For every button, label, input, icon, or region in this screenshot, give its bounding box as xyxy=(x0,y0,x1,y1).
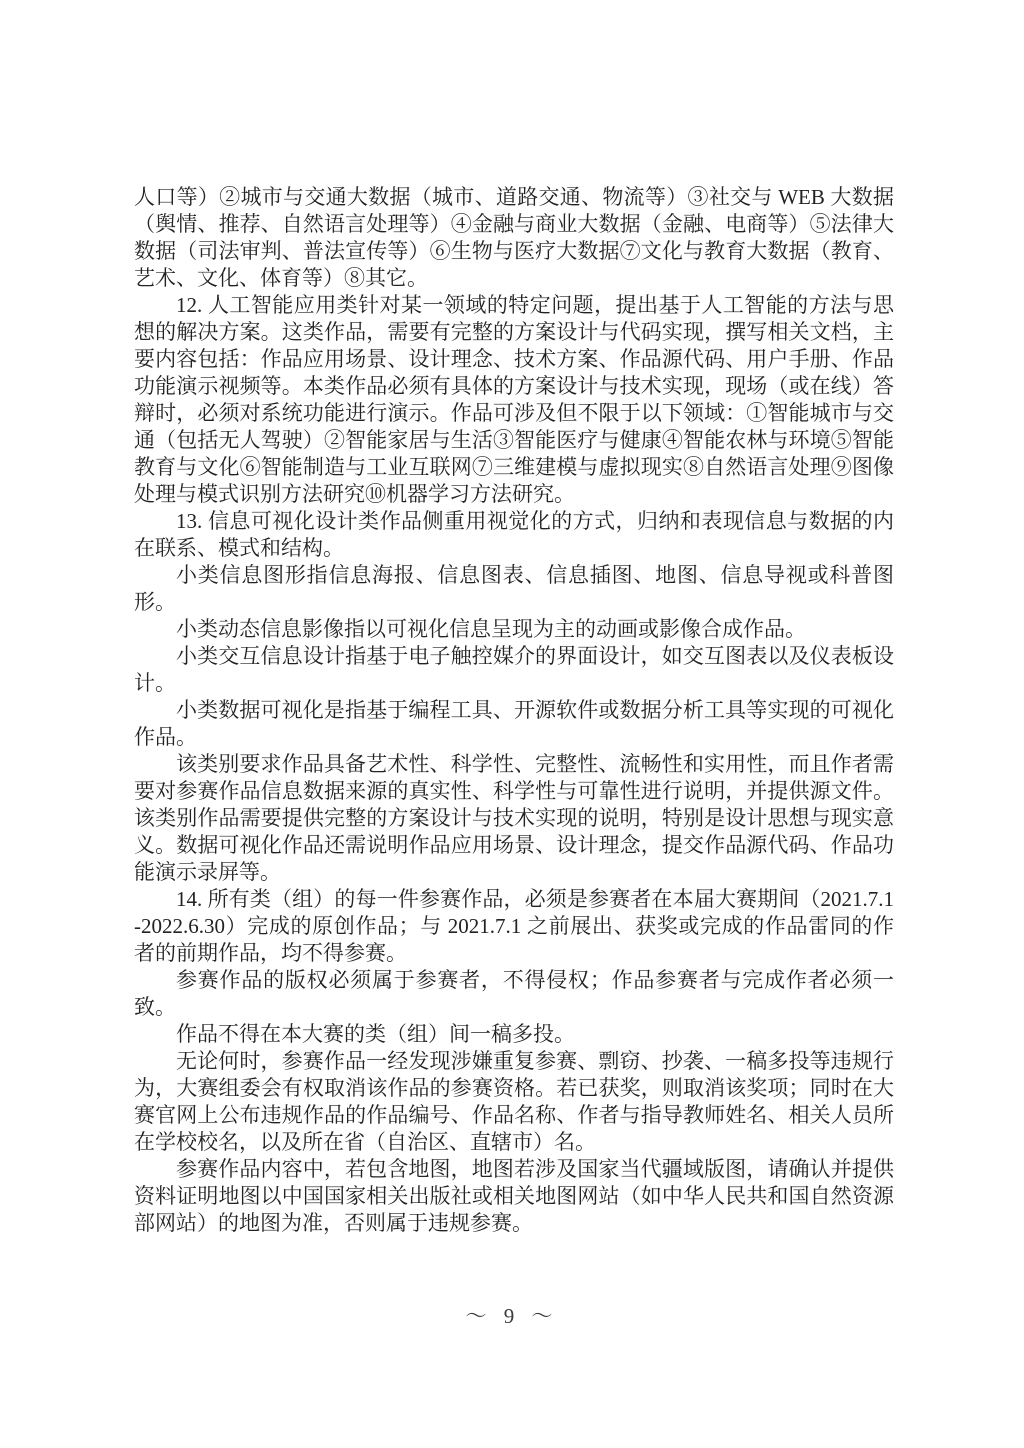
paragraph: 人口等）②城市与交通大数据（城市、道路交通、物流等）③社交与 WEB 大数据（舆情、推荐、自然语言处理等）④金融与商业大数据（金融、电商等）⑤法律大数据（司法审判、普法宣传等）⑥生物与医疗大数据⑦文化与教育大数据（教育、艺术、文化、体育等）⑧其它。 xyxy=(134,185,894,290)
paragraph: 小类动态信息影像指以可视化信息呈现为主的动画或影像合成作品。 xyxy=(176,617,806,641)
paragraph: 无论何时，参赛作品一经发现涉嫌重复参赛、剽窃、抄袭、一稿多投等违规行为，大赛组委会有权取消该作品的参赛资格。若已获奖，则取消该奖项；同时在大赛官网上公布违规作品的作品编号、作品名称、作者与指导教师姓名、相关人员所在学校校名，以及所在省（自治区、直辖市）名。 xyxy=(134,1049,894,1154)
paragraph: 14. 所有类（组）的每一件参赛作品，必须是参赛者在本届大赛期间（2021.7.1-2022.6.30）完成的原创作品；与 2021.7.1 之前展出、获奖或完成的作品雷同的作者的前期作品，均不得参赛。 xyxy=(134,887,894,965)
paragraph: 小类交互信息设计指基于电子触控媒介的界面设计，如交互图表以及仪表板设计。 xyxy=(134,644,894,695)
paragraph: 12. 人工智能应用类针对某一领域的特定问题，提出基于人工智能的方法与思想的解决方案。这类作品，需要有完整的方案设计与代码实现，撰写相关文档，主要内容包括：作品应用场景、设计理念、技术方案、作品源代码、用户手册、作品功能演示视频等。本类作品必须有具体的方案设计与技术实现，现场（或在线）答辩时，必须对系统功能进行演示。作品可涉及但不限于以下领域：①智能城市与交通（包括无人驾驶）②智能家居与生活③智能医疗与健康④智能农林与环境⑤智能教育与文化⑥智能制造与工业互联网⑦三维建模与虚拟现实⑧自然语言处理⑨图像处理与模式识别方法研究⑩机器学习方法研究。 xyxy=(134,293,894,506)
page-number: ～ 9 ～ xyxy=(465,1304,559,1328)
paragraph: 参赛作品的版权必须属于参赛者，不得侵权；作品参赛者与完成作者必须一致。 xyxy=(134,968,894,1019)
paragraph: 小类信息图形指信息海报、信息图表、信息插图、地图、信息导视或科普图形。 xyxy=(134,563,894,614)
paragraph: 该类别要求作品具备艺术性、科学性、完整性、流畅性和实用性，而且作者需要对参赛作品信息数据来源的真实性、科学性与可靠性进行说明，并提供源文件。该类别作品需要提供完整的方案设计与技术实现的说明，特别是设计思想与现实意义。数据可视化作品还需说明作品应用场景、设计理念，提交作品源代码、作品功能演示录屏等。 xyxy=(134,752,894,884)
paragraph: 作品不得在本大赛的类（组）间一稿多投。 xyxy=(176,1022,575,1046)
paragraph: 小类数据可视化是指基于编程工具、开源软件或数据分析工具等实现的可视化作品。 xyxy=(134,698,894,749)
document-body xyxy=(134,184,894,1237)
paragraph: 参赛作品内容中，若包含地图，地图若涉及国家当代疆域版图，请确认并提供资料证明地图以中国国家相关出版社或相关地图网站（如中华人民共和国自然资源部网站）的地图为准，否则属于违规参赛。 xyxy=(134,1157,894,1235)
paragraph: 13. 信息可视化设计类作品侧重用视觉化的方式，归纳和表现信息与数据的内在联系、模式和结构。 xyxy=(134,509,894,560)
